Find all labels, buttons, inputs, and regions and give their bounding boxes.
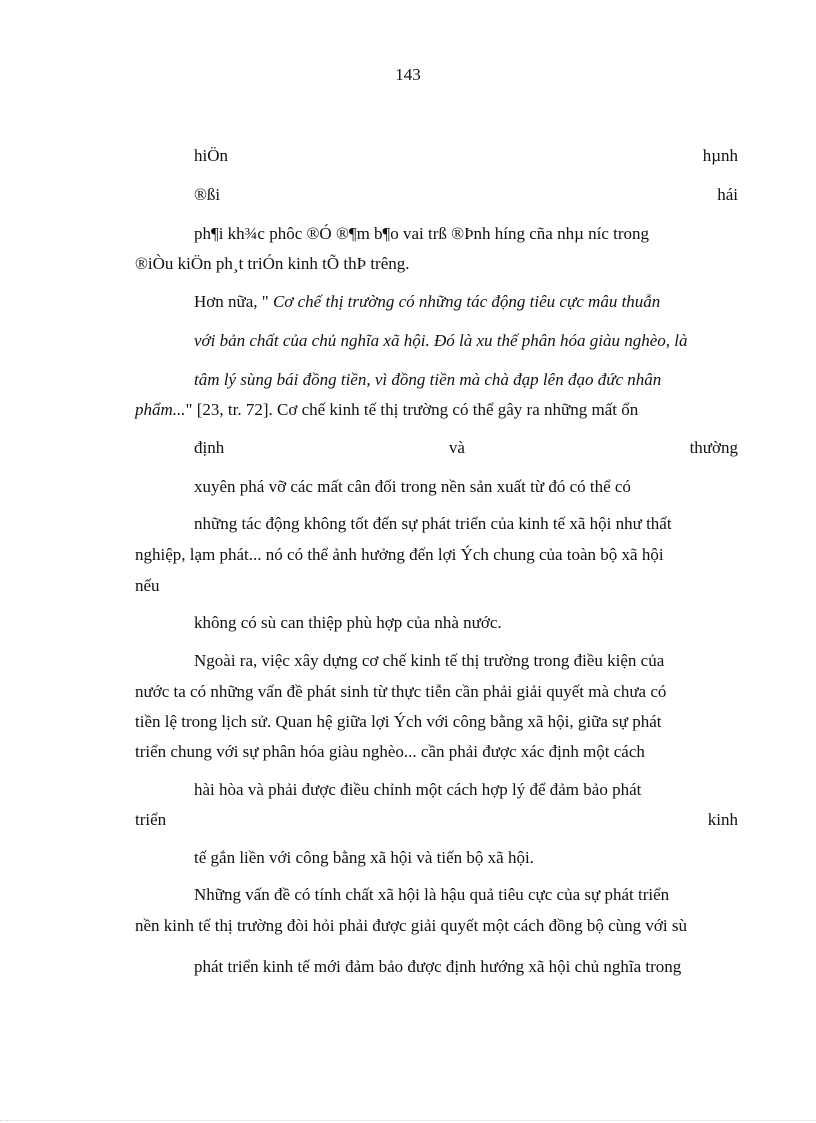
word: thường	[689, 438, 738, 457]
text-line: tiền lệ trong lịch sử. Quan hệ giữa lợi Ých với công bằng xã hội, giữa sự phát	[135, 712, 662, 731]
word: và	[448, 438, 465, 457]
text-line: nước ta có những vấn đề phát sinh từ thực tiễn cần phải giải quyết mà chưa có	[135, 682, 667, 701]
text-plain: " [23, tr. 72]. Cơ chế kinh tế thị trường có thể gây ra những mất ổn	[185, 400, 639, 419]
quote-line: tâm lý sùng bái đồng tiền, vì đồng tiền mà chà đạp lên đạo đức nhân	[194, 370, 662, 389]
text-line: xuyên phá vỡ các mất cân đối trong nền sản xuất từ đó có thể có	[194, 477, 631, 496]
text-line: triển chung với sự phân hóa giàu nghèo... cần phải được xác định một cách	[135, 742, 645, 761]
quote-italic: phẩm...	[135, 400, 186, 419]
text-line: ph¶i kh¾c phôc ®Ó ®¶m b¶o vai trß ®Þnh híng cña nhµ níc trong	[194, 224, 650, 243]
text-line: phát triển kinh tế mới đảm bảo được định hướng xã hội chủ nghĩa trong	[194, 957, 682, 976]
page-bottom-rule	[0, 1120, 816, 1121]
text-line	[194, 145, 738, 167]
word: kinh	[707, 810, 738, 829]
text-line: nền kinh tế thị trường đòi hỏi phải được giải quyết một cách đồng bộ cùng với sù	[135, 916, 688, 935]
text-line	[194, 437, 738, 459]
quote-line: với bản chất của chủ nghĩa xã hội. Đó là xu thế phân hóa giàu nghèo, là	[194, 331, 688, 350]
quote-italic: Cơ chế thị trường có những tác động tiêu cực mâu thuẫn	[272, 292, 661, 311]
word: hiÖn	[194, 146, 228, 165]
text-line	[194, 291, 660, 313]
text-line: tế gắn liền với công bằng xã hội và tiến bộ xã hội.	[194, 848, 534, 867]
text-line: ®iÒu kiÖn ph¸t triÓn kinh tÕ thÞ trêng.	[135, 254, 410, 273]
word: định	[194, 438, 225, 457]
text-line: những tác động không tốt đến sự phát triển của kinh tế xã hội như thất	[194, 514, 672, 533]
text-line	[194, 184, 738, 206]
word: hái	[717, 185, 738, 204]
text-line: nếu	[135, 576, 160, 595]
word: ®ßi	[194, 185, 221, 204]
word: hµnh	[702, 146, 738, 165]
word: triển	[135, 810, 167, 829]
page-number: 143	[395, 65, 421, 84]
text-line: Những vấn đề có tính chất xã hội là hậu quả tiêu cực của sự phát triển	[194, 885, 670, 904]
text-line: không có sù can thiệp phù hợp của nhà nước.	[194, 613, 502, 632]
text-line	[135, 809, 738, 831]
text-line: hài hòa và phải được điều chỉnh một cách hợp lý để đảm bảo phát	[194, 780, 642, 799]
text-line: Ngoài ra, việc xây dựng cơ chế kinh tế thị trường trong điều kiện của	[194, 651, 665, 670]
text-plain: Hơn nữa, "	[194, 292, 273, 311]
text-line	[135, 399, 638, 421]
text-line: nghiệp, lạm phát... nó có thể ảnh hưởng đến lợi Ých chung của toàn bộ xã hội	[135, 545, 664, 564]
